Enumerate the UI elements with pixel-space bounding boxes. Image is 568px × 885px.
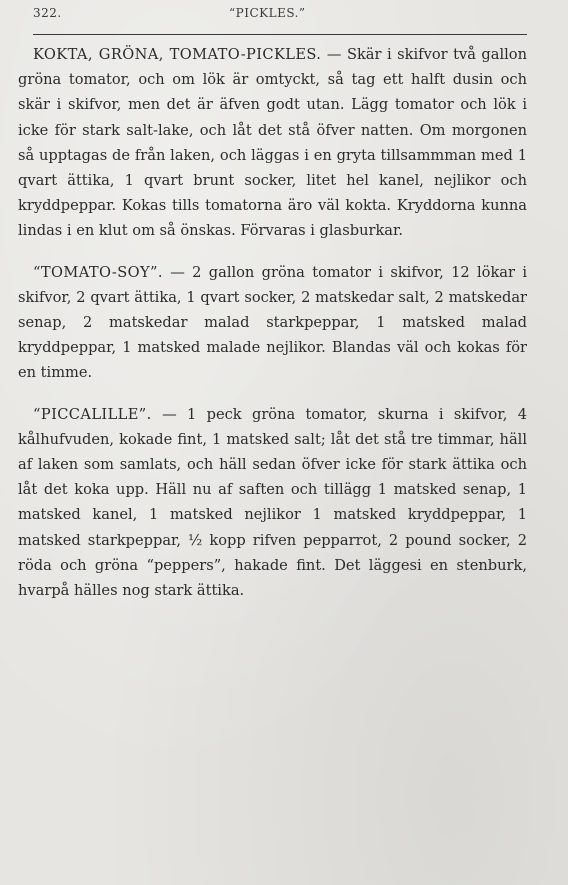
recipe-title: “TOMATO-SOY”. <box>33 263 163 281</box>
recipe-title: KOKTA, GRÖNA, TOMATO-PICKLES. <box>33 46 322 63</box>
recipe-body: — Skär i skifvor två gallon gröna tomator, och om lök är omtyckt, så tag ett halft dusin och skär i skifvor, men det är äfven godt utan. Lägg tomator och lök i icke för stark salt-lake, och låt det stå öfver natten. Om morgonen så upptagas de från laken, och läggas i en gryta tillsammman med 1 qvart ättika, 1 qvart brunt socker, litet hel kanel, nejlikor och kryddpeppar. Kokas tills tomatorna äro väl kokta. Kryddorna kunna lindas i en klut om så önskas. Förvaras i glasburkar. <box>18 46 527 240</box>
page-content <box>18 42 527 603</box>
running-title: “PICKLES.” <box>229 6 306 20</box>
recipe-kokta-grona-tomato-pickles <box>18 42 527 244</box>
recipe-title: “PICCALILLE”. <box>33 405 152 423</box>
recipe-body: — 1 peck gröna tomator, skurna i skifvor, 4 kålhufvuden, kokade fint, 1 matsked salt; låt det stå tre timmar, häll af laken som samlats, och häll sedan öfver icke för stark ättika och låt det koka upp. Häll nu af saften och tillägg 1 matsked senap, 1 matsked kanel, 1 matsked nejlikor 1 matsked kryddpeppar, 1 matsked starkpeppar, ½ kopp rifven pepparrot, 2 pound socker, 2 röda och gröna “peppers”, hakade fint. Det läggesi en stenburk, hvarpå hälles nog stark ättika. <box>18 405 527 600</box>
recipe-tomato-soy <box>18 260 527 386</box>
page-number: 322. <box>33 6 62 20</box>
recipe-body: — 2 gallon gröna tomator i skifvor, 12 lökar i skifvor, 2 qvart ättika, 1 qvart socker, 2 matskedar salt, 2 matskedar senap, 2 matskedar malad starkpeppar, 1 matsked malad kryddpeppar, 1 matsked malade nejlikor. Blandas väl och kokas för en timme. <box>18 263 527 382</box>
recipe-piccalille <box>18 402 527 604</box>
running-head <box>33 6 533 26</box>
header-rule <box>33 34 527 35</box>
